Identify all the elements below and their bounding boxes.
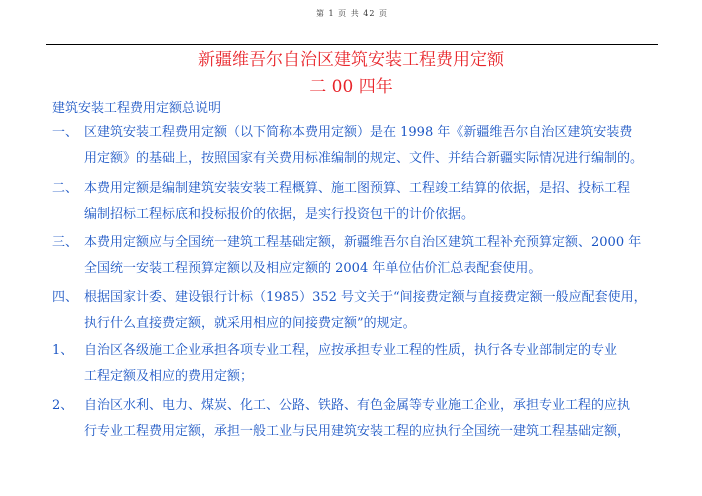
- paragraph-text: 编制招标工程标底和投标报价的依据，是实行投资包干的计价依据。: [84, 207, 475, 222]
- paragraph-text: 根据国家计委、建设银行计标（1985）352 号文关于“间接费定额与直接费定额一般应配套使用，: [84, 290, 647, 305]
- paragraph-text: 用定额》的基础上，按照国家有关费用标准编制的规定、文件、并结合新疆实际情况进行编制的。: [84, 151, 644, 166]
- section-heading: 建筑安装工程费用定额总说明: [52, 101, 222, 116]
- paragraph-line: [52, 285, 652, 311]
- page-header: [46, 0, 658, 46]
- paragraph-6: [52, 393, 652, 445]
- paragraph-2: [52, 176, 652, 228]
- paragraph-text: 本费用定额是编制建筑安装安装工程概算、施工图预算、工程竣工结算的依据，是招、投标工程: [84, 181, 631, 196]
- paragraph-line: [52, 311, 652, 337]
- paragraph-3: [52, 230, 652, 282]
- paragraph-text: 执行什么直接费定额，就采用相应的间接费定额”的规定。: [84, 316, 416, 331]
- paragraph-text: 工程定额及相应的费用定额；: [84, 369, 254, 384]
- list-marker: 二、: [52, 181, 79, 196]
- paragraph-line: [52, 256, 652, 282]
- paragraph-text: 全国统一安装工程预算定额以及相应定额的 2004 年单位估价汇总表配套使用。: [84, 261, 542, 276]
- list-marker: 一、: [52, 125, 79, 140]
- paragraph-line: [52, 338, 652, 364]
- document-title: 新疆维吾尔自治区建筑安装工程费用定额: [198, 50, 504, 70]
- paragraph-1: [52, 120, 652, 172]
- paragraph-4: [52, 285, 652, 337]
- paragraph-line: [52, 419, 652, 445]
- paragraph-line: [52, 120, 652, 146]
- paragraph-text: 本费用定额应与全国统一建筑工程基础定额，新疆维吾尔自治区建筑工程补充预算定额、2000 年: [84, 235, 642, 250]
- paragraph-line: [52, 364, 652, 390]
- paragraph-text: 自治区水利、电力、煤炭、化工、公路、铁路、有色金属等专业施工企业，承担专业工程的应执: [84, 398, 631, 413]
- list-marker: 四、: [52, 290, 79, 305]
- paragraph-line: [52, 146, 652, 172]
- paragraph-text: 区建筑安装工程费用定额（以下简称本费用定额）是在 1998 年《新疆维吾尔自治区建筑安装费: [84, 125, 633, 140]
- list-marker: 三、: [52, 235, 79, 250]
- paragraph-line: [52, 176, 652, 202]
- list-marker: 1、: [52, 343, 74, 358]
- paragraph-5: [52, 338, 652, 390]
- document-year: 二 00 四年: [309, 77, 393, 97]
- list-marker: 2、: [52, 398, 74, 413]
- page-number: 第 1 页 共 42 页: [316, 9, 388, 18]
- paragraph-text: 行专业工程费用定额，承担一般工业与民用建筑安装工程的应执行全国统一建筑工程基础定额，: [84, 424, 631, 439]
- paragraph-text: 自治区各级施工企业承担各项专业工程，应按承担专业工程的性质，执行各专业部制定的专业: [84, 343, 618, 358]
- header-rule: [46, 44, 658, 45]
- paragraph-line: [52, 393, 652, 419]
- paragraph-line: [52, 202, 652, 228]
- paragraph-line: [52, 230, 652, 256]
